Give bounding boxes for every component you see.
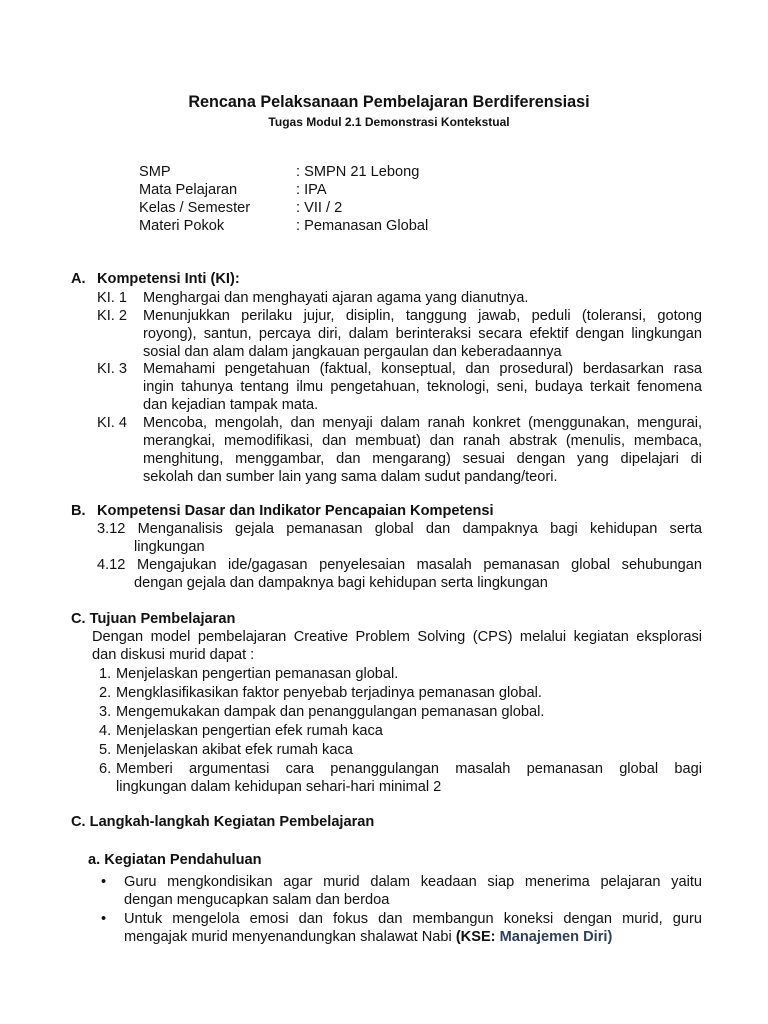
section-c-heading: C. Tujuan Pembelajaran bbox=[71, 611, 236, 627]
bullet-text: Guru mengkondisikan agar murid dalam keadaan siap menerima pelajaran yaitu bbox=[124, 874, 702, 890]
ki-text: Memahami pengetahuan (faktual, konseptual, dan prosedural) berdasarkan rasa bbox=[143, 361, 702, 377]
list-text: Memberi argumentasi cara penanggulangan masalah pemanasan global bagi bbox=[116, 761, 702, 777]
info-value: : Pemanasan Global bbox=[296, 218, 429, 234]
info-value: : SMPN 21 Lebong bbox=[296, 164, 420, 180]
info-row bbox=[139, 199, 639, 217]
kd-item bbox=[97, 520, 702, 556]
list-text: lingkungan dalam kehidupan sehari-hari minimal 2 bbox=[116, 779, 442, 795]
intro-line: dan diskusi murid dapat : bbox=[92, 647, 255, 664]
section-b-heading bbox=[71, 502, 494, 520]
ki-text: Mencoba, mengolah, dan menyaji dalam ranah konkret (menggunakan, mengurai, bbox=[143, 415, 702, 431]
info-value: : VII / 2 bbox=[296, 200, 343, 216]
bullet-icon: • bbox=[101, 911, 107, 927]
section-c-intro bbox=[92, 628, 702, 664]
ki-text: dan kejadian tampak mata. bbox=[143, 397, 319, 413]
list-number: 3. bbox=[99, 704, 112, 720]
kse-label: (KSE: bbox=[455, 929, 496, 945]
info-label: SMP bbox=[139, 164, 171, 180]
ki-text: merangkai, memodifikasi, dan membuat) dan ranah abstrak (menulis, membaca, bbox=[143, 433, 702, 449]
info-row bbox=[139, 181, 639, 199]
info-label: Mata Pelajaran bbox=[139, 182, 238, 198]
list-number: 5. bbox=[99, 742, 112, 758]
list-number: 2. bbox=[99, 685, 112, 701]
info-row bbox=[139, 163, 639, 181]
list-text: Mengemukakan dampak dan penanggulangan pemanasan global. bbox=[116, 704, 545, 720]
section-a-title: Kompetensi Inti (KI): bbox=[97, 271, 240, 287]
doc-subtitle: Tugas Modul 2.1 Demonstrasi Kontekstual bbox=[268, 115, 510, 129]
ki-text: sekolah dan sumber lain yang sama dalam sudut pandang/teori. bbox=[143, 469, 558, 485]
info-label: Kelas / Semester bbox=[139, 200, 251, 216]
list-number: 4. bbox=[99, 723, 112, 739]
section-b-title: Kompetensi Dasar dan Indikator Pencapaian Kompetensi bbox=[97, 503, 494, 519]
kd-text: dengan gejala dan dampaknya bagi kehidupan serta lingkungan bbox=[134, 575, 548, 592]
ki-text: sosial dan alam dalam jangkauan pergaulan dan keberadaannya bbox=[143, 344, 562, 360]
ki-text: ingin tahunya tentang ilmu pengetahuan, teknologi, seni, budaya terkait fenomena bbox=[143, 379, 702, 395]
list-number: 6. bbox=[99, 761, 112, 777]
ki-text: Menghargai dan menghayati ajaran agama yang dianutnya. bbox=[143, 290, 529, 306]
bullet-text: mengajak murid menyenandungkan shalawat Nabi bbox=[124, 929, 456, 945]
info-row bbox=[139, 217, 639, 235]
doc-title: Rencana Pelaksanaan Pembelajaran Berdiferensiasi bbox=[188, 93, 590, 111]
kd-text: lingkungan bbox=[134, 539, 205, 556]
list-text: Menjelaskan akibat efek rumah kaca bbox=[116, 742, 353, 758]
ki-label: KI. 3 bbox=[97, 361, 128, 377]
bullet-icon: • bbox=[101, 874, 107, 890]
ki-label: KI. 1 bbox=[97, 290, 128, 306]
ki-label: KI. 4 bbox=[97, 415, 128, 431]
section-a-letter: A. bbox=[71, 271, 86, 287]
ki-text: royong), santun, percaya diri, dalam berinteraksi secara efektif dengan lingkungan bbox=[143, 326, 702, 342]
kd-text: 3.12 Menganalisis gejala pemanasan global dan dampaknya bagi kehidupan serta bbox=[97, 521, 702, 537]
section-b-letter: B. bbox=[71, 503, 86, 519]
ki-text: menghitung, menggambar, dan mengarang) sesuai dengan yang dipelajari di bbox=[143, 451, 702, 467]
info-block bbox=[139, 163, 639, 235]
list-number: 1. bbox=[99, 666, 112, 682]
kd-item bbox=[97, 556, 702, 592]
bullet-text-last bbox=[124, 928, 702, 946]
info-label: Materi Pokok bbox=[139, 218, 225, 234]
bullet-text: Untuk mengelola emosi dan fokus dan membangun koneksi dengan murid, guru bbox=[124, 911, 702, 927]
list-text: Menjelaskan pengertian efek rumah kaca bbox=[116, 723, 383, 739]
list-text: Menjelaskan pengertian pemanasan global. bbox=[116, 666, 399, 682]
kse-value: Manajemen Diri) bbox=[495, 929, 613, 945]
info-value: : IPA bbox=[296, 182, 327, 198]
ki-label: KI. 2 bbox=[97, 308, 128, 324]
intro-line: Dengan model pembelajaran Creative Problem Solving (CPS) melalui kegiatan eksplorasi bbox=[92, 629, 702, 645]
kd-text: 4.12 Mengajukan ide/gagasan penyelesaian masalah pemanasan global sehubungan bbox=[97, 557, 702, 573]
list-text: Mengklasifikasikan faktor penyebab terjadinya pemanasan global. bbox=[116, 685, 542, 701]
section-d-heading: C. Langkah-langkah Kegiatan Pembelajaran bbox=[71, 814, 375, 830]
section-d-subheading: a. Kegiatan Pendahuluan bbox=[88, 852, 262, 868]
section-a-heading bbox=[71, 270, 240, 288]
bullet-text: dengan mengucapkan salam dan berdoa bbox=[124, 892, 390, 908]
ki-text: Menunjukkan perilaku jujur, disiplin, tanggung jawab, peduli (toleransi, gotong bbox=[143, 308, 702, 324]
